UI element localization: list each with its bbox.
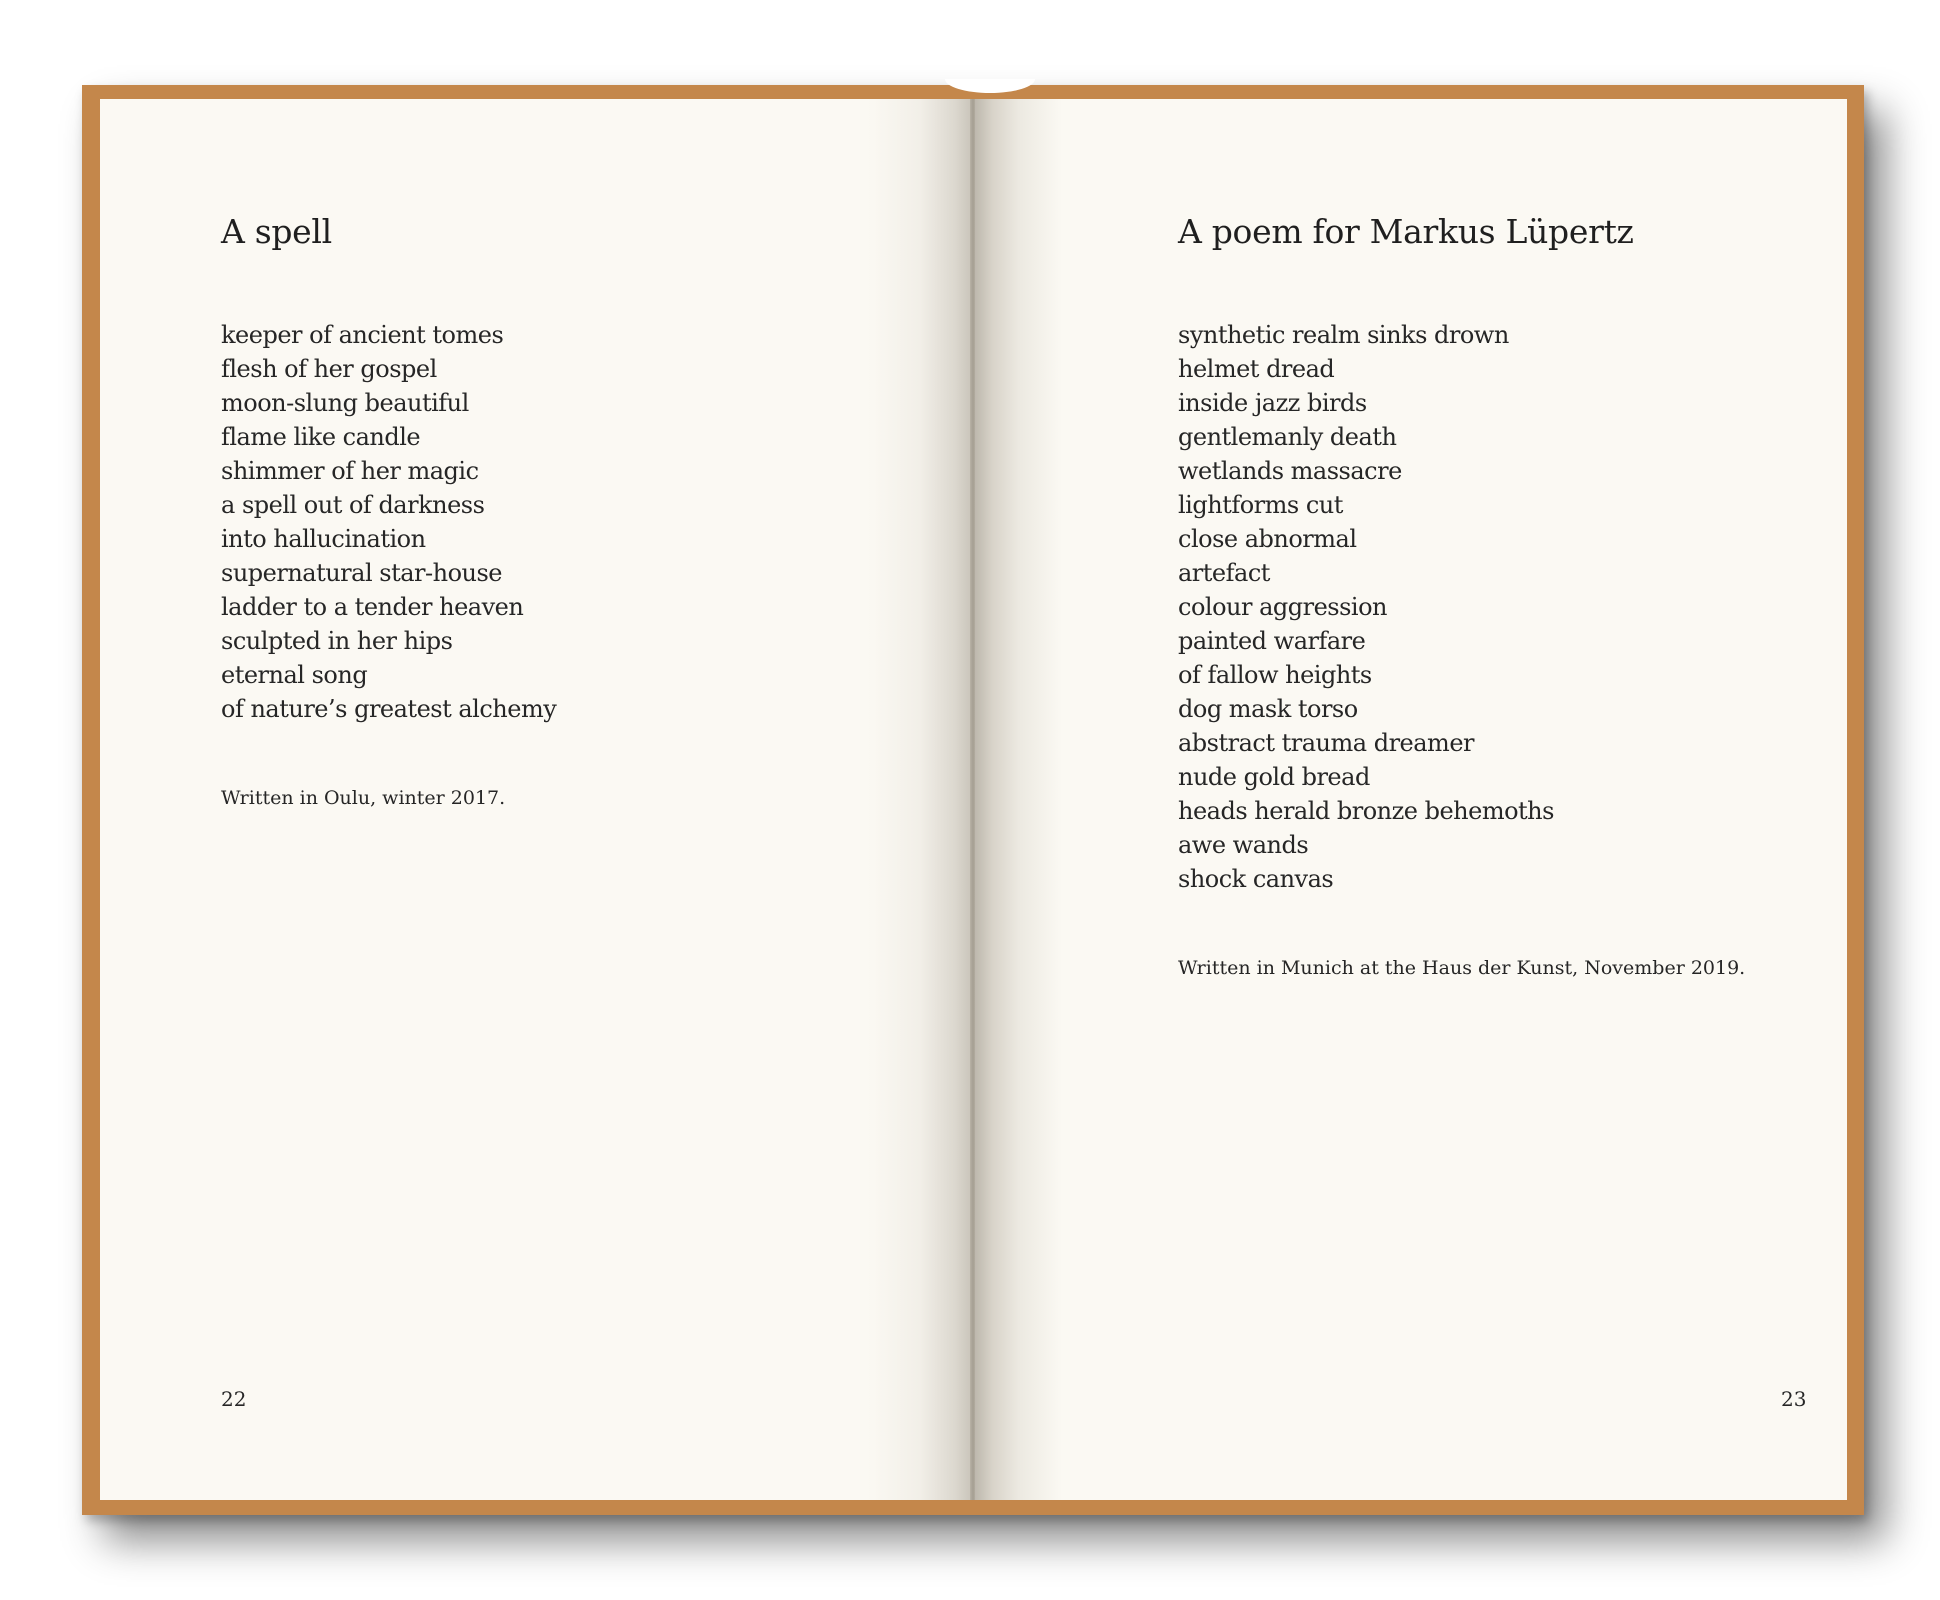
poem-line: shimmer of her magic bbox=[221, 457, 479, 485]
poem-line: a spell out of darkness bbox=[221, 491, 485, 519]
poem-line: ladder to a tender heaven bbox=[221, 593, 524, 621]
poem-line: colour aggression bbox=[1178, 593, 1387, 621]
poem-line: supernatural star-house bbox=[221, 559, 502, 587]
poem-line: helmet dread bbox=[1178, 355, 1335, 383]
poem-line: abstract trauma dreamer bbox=[1178, 729, 1474, 757]
poem-line: eternal song bbox=[221, 661, 368, 689]
poem-title: A spell bbox=[221, 212, 332, 251]
poem-line: wetlands massacre bbox=[1178, 457, 1402, 485]
poem-line: nude gold bread bbox=[1178, 763, 1370, 791]
poem-line: shock canvas bbox=[1178, 865, 1334, 893]
poem-line: close abnormal bbox=[1178, 525, 1357, 553]
page-number: 23 bbox=[1781, 1387, 1807, 1411]
poem-line: keeper of ancient tomes bbox=[221, 321, 504, 349]
left-page bbox=[100, 99, 972, 1500]
poem-line: flesh of her gospel bbox=[221, 355, 437, 383]
poem-line: gentlemanly death bbox=[1178, 423, 1397, 451]
poem-note: Written in Munich at the Haus der Kunst, November 2019. bbox=[1178, 957, 1746, 979]
poem-line: lightforms cut bbox=[1178, 491, 1343, 519]
poem-line: moon-slung beautiful bbox=[221, 389, 469, 417]
poem-line: awe wands bbox=[1178, 831, 1309, 859]
poem-line: sculpted in her hips bbox=[221, 627, 453, 655]
poem-note: Written in Oulu, winter 2017. bbox=[221, 787, 506, 809]
page-number: 22 bbox=[221, 1387, 247, 1411]
right-page bbox=[975, 99, 1847, 1500]
poem-line: inside jazz birds bbox=[1178, 389, 1367, 417]
poem-line: synthetic realm sinks drown bbox=[1178, 321, 1509, 349]
poem-line: heads herald bronze behemoths bbox=[1178, 797, 1554, 825]
poem-line: dog mask torso bbox=[1178, 695, 1358, 723]
poem-line: painted warfare bbox=[1178, 627, 1366, 655]
poem-line: artefact bbox=[1178, 559, 1270, 587]
poem-line: into hallucination bbox=[221, 525, 426, 553]
poem-line: of nature’s greatest alchemy bbox=[221, 695, 557, 723]
poem-lines bbox=[221, 318, 556, 726]
poem-title: A poem for Markus Lüpertz bbox=[1178, 212, 1634, 251]
poem-lines bbox=[1178, 318, 1554, 896]
poem-line: flame like candle bbox=[221, 423, 421, 451]
open-book bbox=[82, 85, 1864, 1515]
poem-line: of fallow heights bbox=[1178, 661, 1372, 689]
